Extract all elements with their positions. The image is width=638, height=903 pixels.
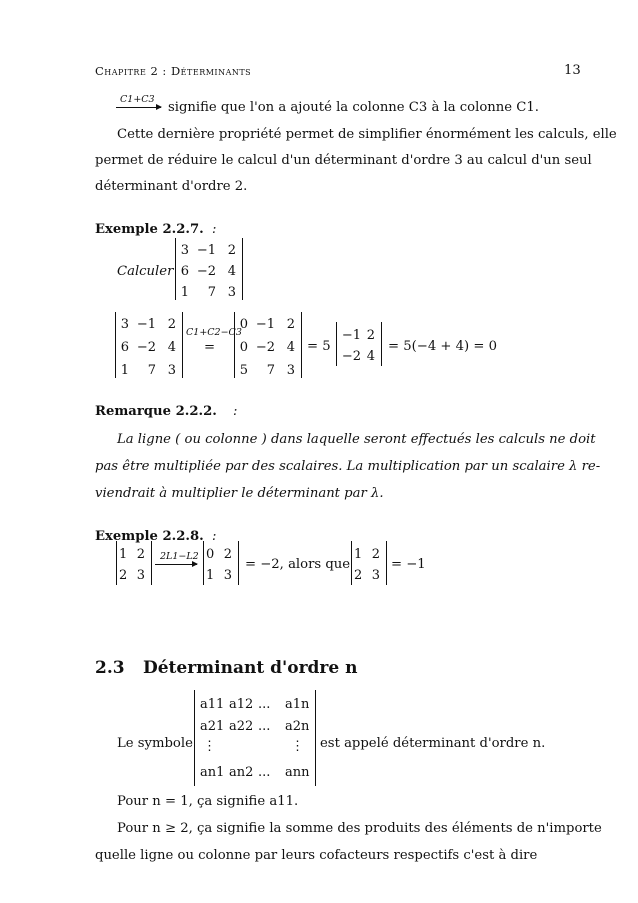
- example-result: = 5(−4 + 4) = 0: [388, 339, 498, 354]
- matrix-cell: 2: [227, 243, 236, 258]
- general-determinant: [194, 690, 316, 786]
- matrix-cell: 2: [119, 568, 128, 583]
- matrix-cell: 5: [239, 363, 248, 378]
- matrix-cell: 2: [223, 547, 232, 562]
- remark-line: La ligne ( ou colonne ) dans laquelle seront effectués les calculs ne doit: [117, 432, 596, 447]
- matrix-cell: 3: [286, 363, 295, 378]
- matrix-cell: a2n: [285, 719, 310, 734]
- example-colon: :: [212, 529, 217, 544]
- pour-n2-line: Pour n ≥ 2, ça signifie la somme des produits des éléments de n'importe: [117, 821, 602, 836]
- determinant-2x2-b: [203, 541, 239, 585]
- matrix-cell: 6: [120, 340, 129, 355]
- equals-sign: =: [204, 340, 216, 355]
- example-end-text: = −1: [391, 557, 426, 572]
- matrix-cell: 4: [167, 340, 176, 355]
- matrix-cell: −1: [341, 328, 361, 343]
- row-operation-label: 2L1−L2: [160, 551, 199, 562]
- matrix-cell: 6: [180, 264, 189, 279]
- matrix-cell: ...: [258, 765, 271, 780]
- matrix-cell: 2: [136, 547, 145, 562]
- matrix-cell: −1: [196, 243, 216, 258]
- matrix-cell: 4: [227, 264, 236, 279]
- matrix-cell: −1: [255, 317, 275, 332]
- matrix-cell: −2: [136, 340, 156, 355]
- matrix-cell: 3: [227, 285, 236, 300]
- intro-paragraph-line: déterminant d'ordre 2.: [95, 179, 248, 194]
- matrix-cell: a22: [229, 719, 254, 734]
- matrix-cell: 7: [207, 285, 216, 300]
- matrix-cell: 4: [366, 349, 375, 364]
- matrix-cell: 2: [167, 317, 176, 332]
- remark-colon: :: [233, 404, 238, 419]
- section-title: Déterminant d'ordre n: [143, 658, 358, 678]
- equals-factor: = 5: [307, 339, 331, 354]
- section-number: 2.3: [95, 658, 125, 678]
- intro-arrow-text: signifie que l'on a ajouté la colonne C3 à la colonne C1.: [168, 100, 539, 115]
- right-arrow-icon: [116, 107, 161, 108]
- matrix-cell: ...: [258, 719, 271, 734]
- example-title: Exemple 2.2.8.: [95, 529, 204, 544]
- est-appele-text: est appelé déterminant d'ordre n.: [320, 736, 546, 751]
- remark-line: pas être multipliée par des scalaires. La multiplication par un scalaire λ re-: [95, 459, 601, 474]
- matrix-cell: −2: [255, 340, 275, 355]
- pour-n1-line: Pour n = 1, ça signifie a11.: [117, 794, 299, 809]
- matrix-cell: 3: [136, 568, 145, 583]
- remark-line: viendrait à multiplier le déterminant par λ.: [95, 486, 384, 501]
- right-arrow-icon: [155, 564, 197, 565]
- matrix-cell: 7: [147, 363, 156, 378]
- matrix-cell: 2: [366, 328, 375, 343]
- matrix-cell: −2: [341, 349, 361, 364]
- le-symbole-label: Le symbole: [117, 736, 193, 751]
- intro-paragraph-line: permet de réduire le calcul d'un déterminant d'ordre 3 au calcul d'un seul: [95, 153, 592, 168]
- determinant-2x2-a: [116, 541, 152, 585]
- matrix-cell: a12: [229, 697, 254, 712]
- matrix-cell: 3: [167, 363, 176, 378]
- vertical-dots: ⋮: [203, 739, 216, 754]
- example-title: Exemple 2.2.7.: [95, 222, 204, 237]
- matrix-cell: 0: [239, 317, 248, 332]
- matrix-cell: 4: [286, 340, 295, 355]
- matrix-cell: −1: [136, 317, 156, 332]
- determinant-2x2-c: [351, 541, 387, 585]
- matrix-cell: 3: [223, 568, 232, 583]
- matrix-cell: 2: [286, 317, 295, 332]
- intro-paragraph-line: Cette dernière propriété permet de simplifier énormément les calculs, elle: [117, 127, 617, 142]
- matrix-cell: a1n: [285, 697, 310, 712]
- matrix-cell: 0: [239, 340, 248, 355]
- matrix-cell: an1: [200, 765, 225, 780]
- matrix-cell: an2: [229, 765, 254, 780]
- determinant-3x3: [175, 238, 243, 300]
- pour-n2-line: quelle ligne ou colonne par leurs cofacteurs respectifs c'est à dire: [95, 848, 538, 863]
- matrix-cell: 1: [120, 363, 129, 378]
- column-operation-label: C1+C2−C3: [186, 327, 242, 338]
- matrix-cell: 1: [119, 547, 128, 562]
- vertical-dots: ⋮: [291, 739, 304, 754]
- example-mid-text: = −2, alors que: [245, 557, 351, 572]
- matrix-cell: 1: [354, 547, 363, 562]
- determinant-3x3-transformed: [234, 312, 302, 378]
- calculer-label: Calculer: [117, 264, 174, 279]
- matrix-cell: 3: [371, 568, 380, 583]
- running-header: Chapitre 2 : Déterminants: [95, 64, 252, 78]
- matrix-cell: −2: [196, 264, 216, 279]
- matrix-cell: 7: [266, 363, 275, 378]
- matrix-cell: 3: [120, 317, 129, 332]
- page-number: 13: [564, 63, 581, 78]
- matrix-cell: a21: [200, 719, 225, 734]
- matrix-cell: ann: [285, 765, 310, 780]
- matrix-cell: a11: [200, 697, 225, 712]
- matrix-cell: 2: [354, 568, 363, 583]
- minor-2x2: [336, 322, 382, 366]
- arrow-label: C1+C3: [120, 94, 155, 105]
- matrix-cell: 0: [206, 547, 215, 562]
- matrix-cell: 3: [180, 243, 189, 258]
- matrix-cell: 1: [206, 568, 215, 583]
- matrix-cell: 1: [180, 285, 189, 300]
- remark-title: Remarque 2.2.2.: [95, 404, 217, 419]
- matrix-cell: ...: [258, 697, 271, 712]
- matrix-cell: 2: [371, 547, 380, 562]
- determinant-3x3-left: [115, 312, 183, 378]
- example-colon: :: [212, 222, 217, 237]
